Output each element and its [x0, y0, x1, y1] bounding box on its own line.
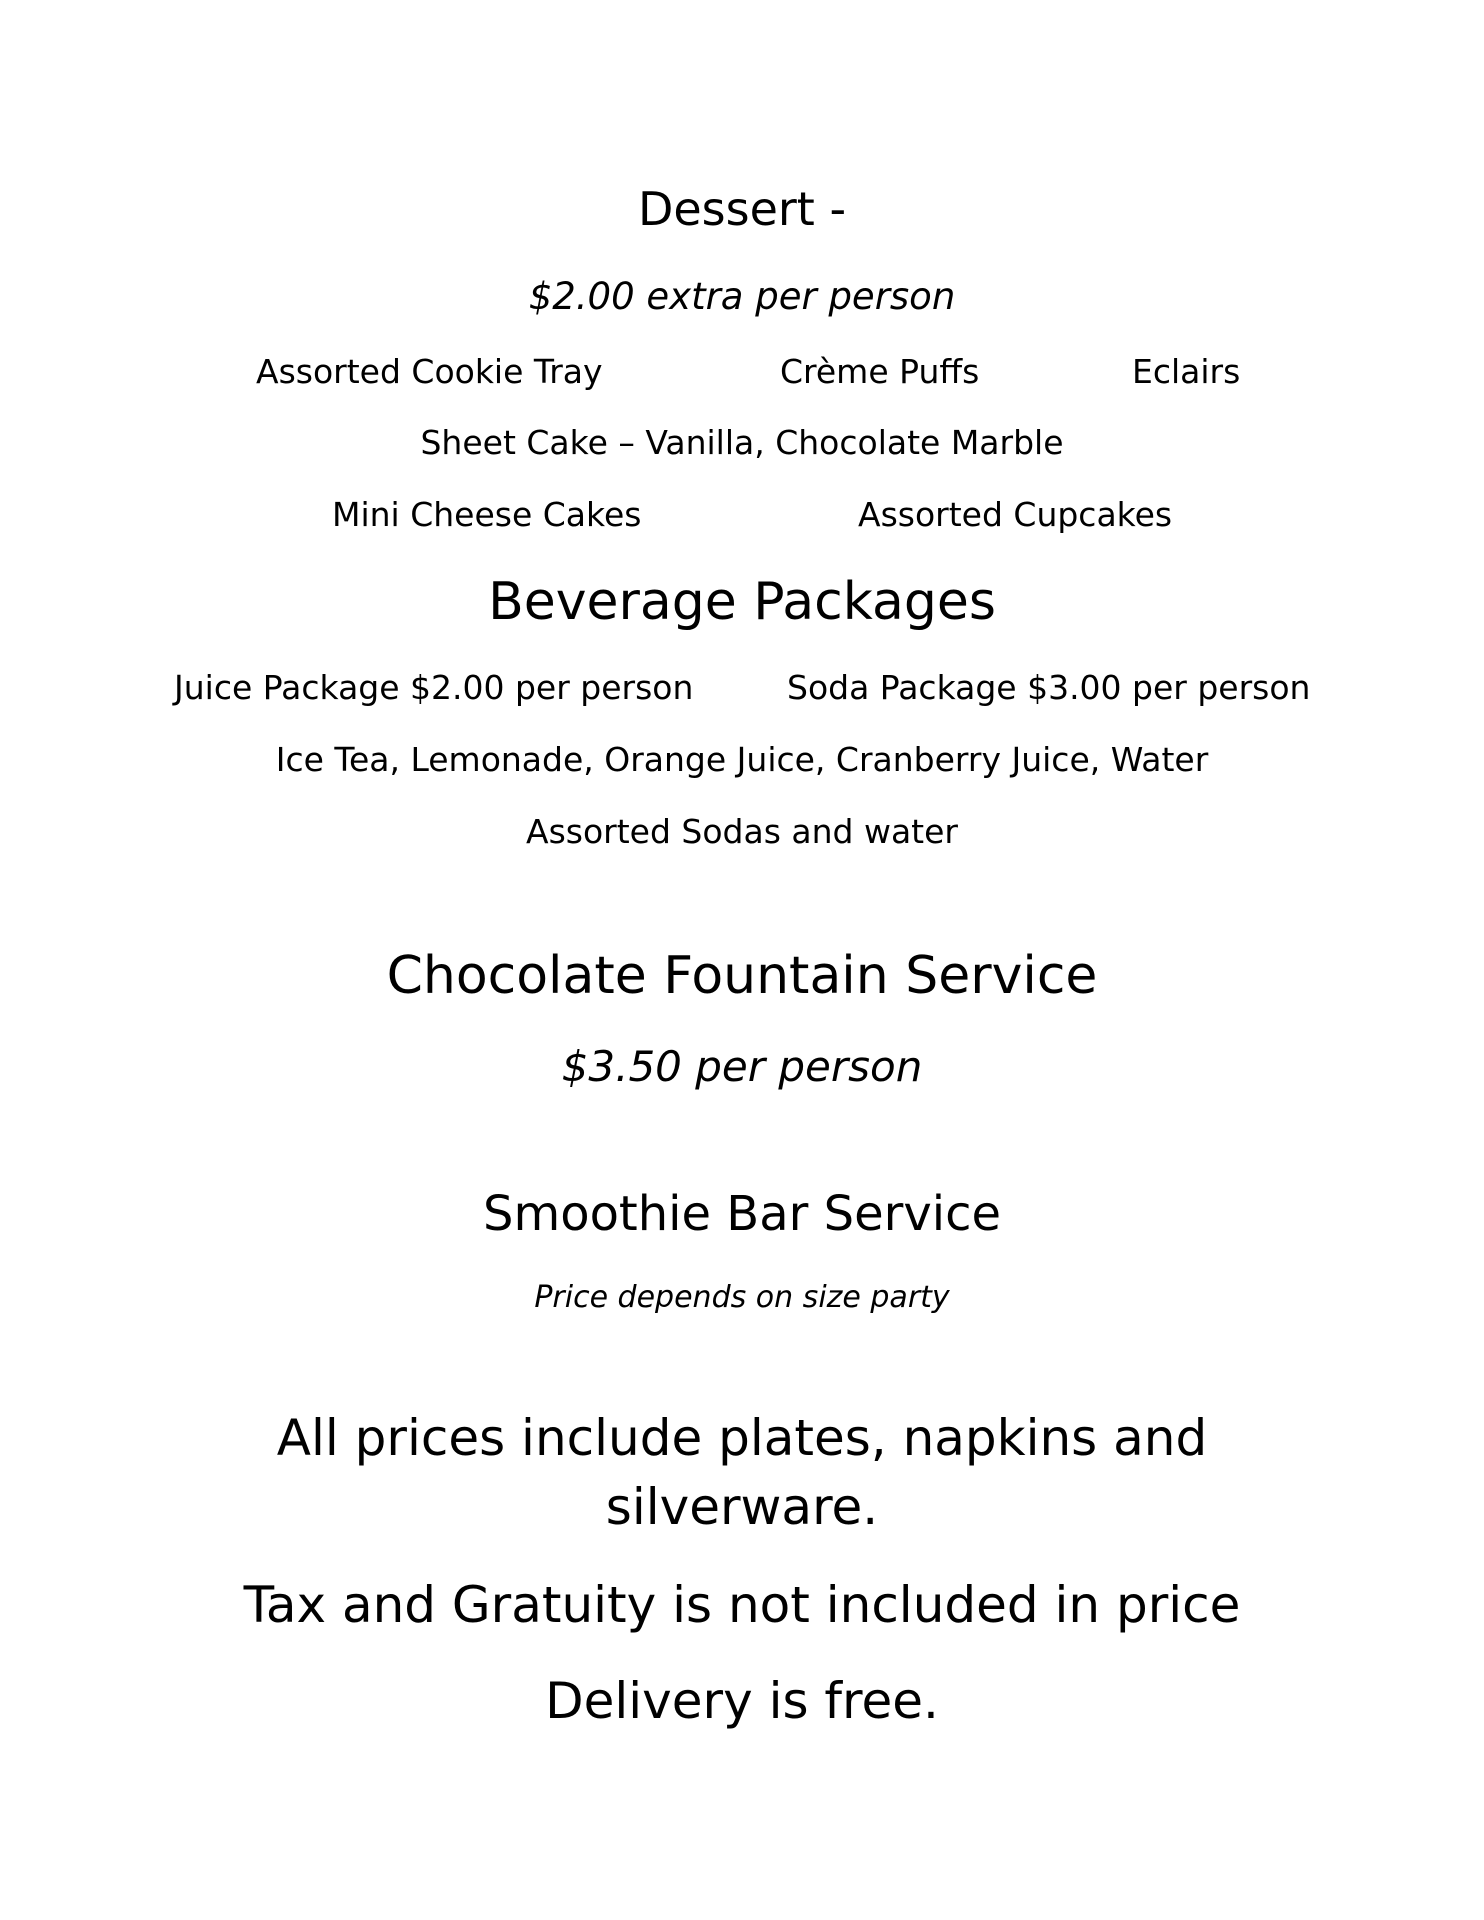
- soda-contents: Assorted Sodas and water: [526, 812, 958, 851]
- dessert-title: Dessert -: [637, 182, 847, 236]
- tax-gratuity-note: Tax and Gratuity is not included in price: [243, 1576, 1241, 1634]
- dessert-item-sheet-cake: Sheet Cake – Vanilla, Chocolate Marble: [420, 423, 1064, 462]
- juice-contents: Ice Tea, Lemonade, Orange Juice, Cranberry Juice, Water: [275, 740, 1209, 779]
- dessert-item-mini-cheese-cakes: Mini Cheese Cakes: [332, 495, 642, 534]
- dessert-item-cupcakes: Assorted Cupcakes: [858, 495, 1173, 534]
- footer-includes-line2: silverware.: [605, 1478, 879, 1536]
- beverage-title: Beverage Packages: [488, 572, 996, 632]
- dessert-item-cookie-tray: Assorted Cookie Tray: [256, 352, 603, 391]
- soda-package: Soda Package $3.00 per person: [787, 668, 1311, 707]
- dessert-item-eclairs: Eclairs: [1132, 352, 1241, 391]
- dessert-item-creme-puffs: Crème Puffs: [780, 352, 980, 391]
- chocolate-fountain-title: Chocolate Fountain Service: [386, 946, 1098, 1006]
- smoothie-bar-price-note: Price depends on size party: [534, 1280, 950, 1315]
- dessert-price: $2.00 extra per person: [528, 275, 956, 318]
- juice-package: Juice Package $2.00 per person: [174, 668, 694, 707]
- chocolate-fountain-price: $3.50 per person: [561, 1042, 923, 1091]
- delivery-note: Delivery is free.: [545, 1672, 939, 1730]
- footer-includes-line1: All prices include plates, napkins and: [276, 1409, 1208, 1467]
- smoothie-bar-title: Smoothie Bar Service: [482, 1186, 1002, 1242]
